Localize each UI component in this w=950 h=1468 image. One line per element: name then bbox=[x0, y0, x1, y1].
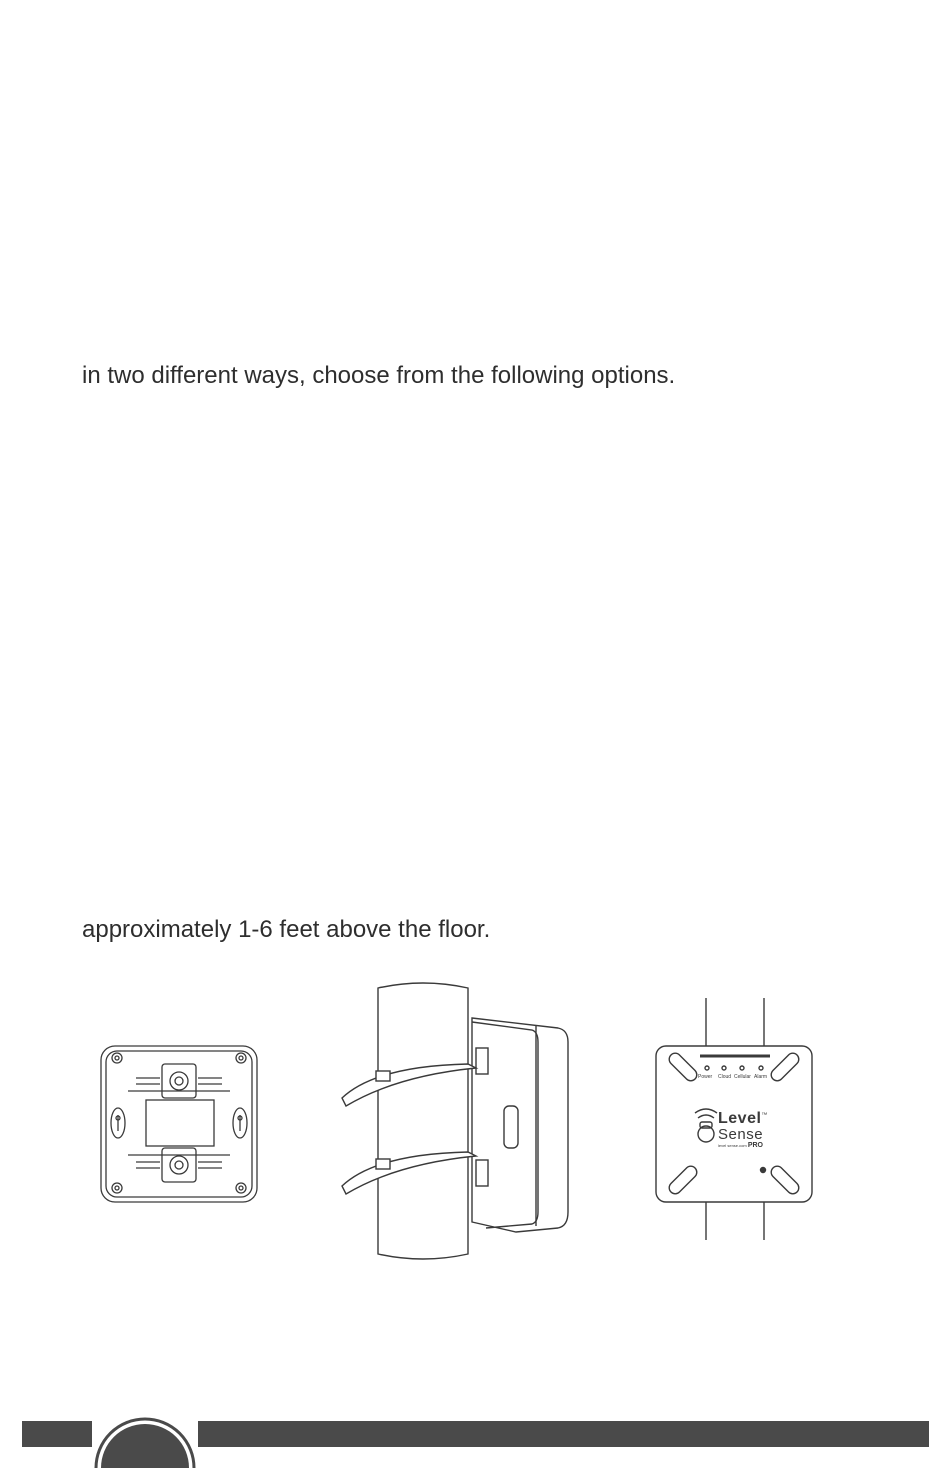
power-led-label: Power bbox=[698, 1074, 713, 1080]
bracket-back-illustration bbox=[98, 1042, 260, 1206]
footer-bar-right bbox=[198, 1421, 929, 1447]
page-number-tab bbox=[92, 1394, 198, 1468]
logo-tagline: level sense.com PRO bbox=[718, 1142, 763, 1149]
cellular-led-label: Cellular bbox=[734, 1074, 751, 1080]
alarm-led-label: Alarm bbox=[754, 1074, 768, 1080]
cloud-led-label: Cloud bbox=[718, 1074, 732, 1080]
footer-bar-left bbox=[22, 1421, 92, 1447]
logo-pro: PRO bbox=[747, 1142, 763, 1149]
instruction-text-options: in two different ways, choose from the following options. bbox=[82, 362, 676, 389]
logo-word-level: Level™ bbox=[718, 1110, 768, 1127]
level-sense-logo bbox=[718, 1111, 768, 1149]
device-front-illustration bbox=[650, 994, 818, 1244]
logo-word-sense: Sense bbox=[718, 1126, 764, 1143]
instruction-text-height: approximately 1-6 feet above the floor. bbox=[82, 916, 491, 943]
pole-mount-illustration bbox=[336, 982, 582, 1264]
